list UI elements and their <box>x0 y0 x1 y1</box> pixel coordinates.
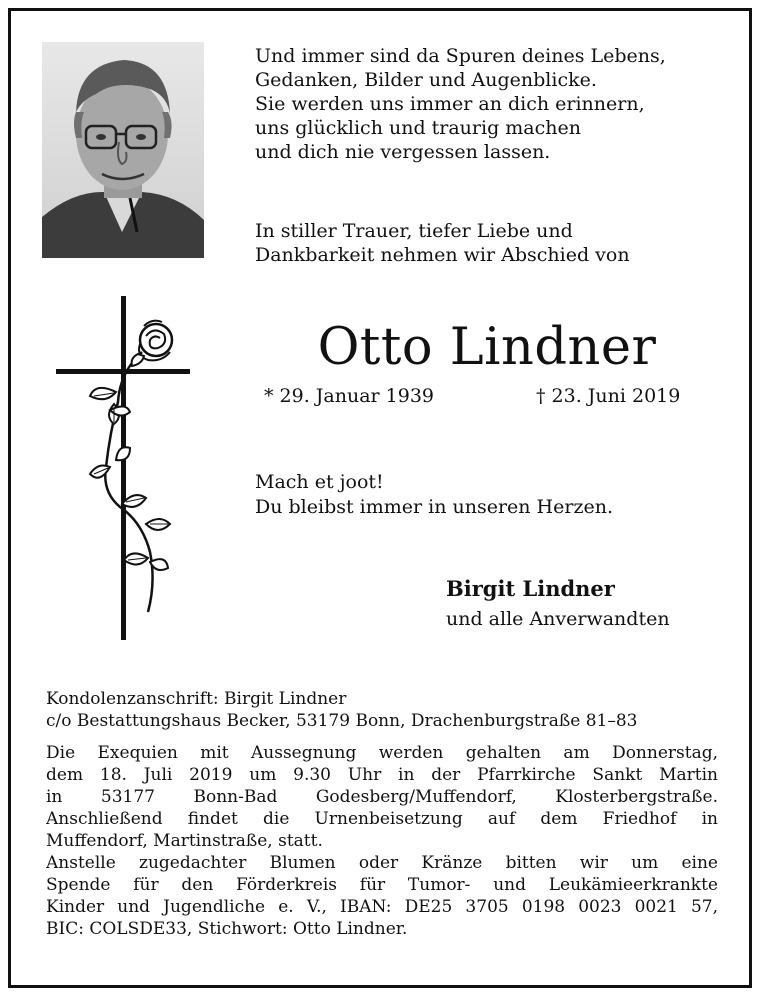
details-line: Anstelle zugedachter Blumen oder Kränze bitten wir um eine <box>46 853 718 873</box>
farewell-intro <box>255 219 630 267</box>
poem-line: Gedanken, Bilder und Augenblicke. <box>255 69 597 91</box>
death-date: † 23. Juni 2019 <box>536 385 681 407</box>
signer-name: Birgit Lindner <box>446 576 615 601</box>
poem-line: und dich nie vergessen lassen. <box>255 141 551 163</box>
details-line: Die Exequien mit Aussegnung werden gehalten am Donnerstag, <box>46 743 718 763</box>
portrait-photo <box>42 42 204 258</box>
life-dates <box>264 384 681 408</box>
poem-line: Sie werden uns immer an dich erinnern, <box>255 93 645 115</box>
poem <box>255 44 666 164</box>
intro-line: Dankbarkeit nehmen wir Abschied von <box>255 244 630 266</box>
details-line: in 53177 Bonn-Bad Godesberg/Muffendorf, Klosterbergstraße. <box>46 787 718 807</box>
motto-line: Du bleibst immer in unseren Herzen. <box>255 496 613 518</box>
details-line: dem 18. Juli 2019 um 9.30 Uhr in der Pfarrkirche Sankt Martin <box>46 765 718 785</box>
details-line: Spende für den Förderkreis für Tumor- und Leukämieerkrankte <box>46 875 718 895</box>
poem-line: Und immer sind da Spuren deines Lebens, <box>255 45 666 67</box>
deceased-name: Otto Lindner <box>317 318 657 377</box>
address-line: Kondolenzanschrift: Birgit Lindner <box>46 689 347 709</box>
signer-relatives: und alle Anverwandten <box>446 608 670 630</box>
poem-line: uns glücklich und traurig machen <box>255 117 581 139</box>
motto-line: Mach et joot! <box>255 471 384 493</box>
birth-date: * 29. Januar 1939 <box>264 385 435 407</box>
details-line: Kinder und Jugendliche e. V., IBAN: DE25 3705 0198 0023 0021 57, <box>46 897 718 917</box>
condolence-address <box>46 688 718 732</box>
motto <box>255 470 613 520</box>
details-line: BIC: COLSDE33, Stichwort: Otto Lindner. <box>46 919 408 939</box>
details-line: Anschließend findet die Urnenbeisetzung auf dem Friedhof in <box>46 809 718 829</box>
service-details <box>46 742 718 940</box>
details-line: Muffendorf, Martinstraße, statt. <box>46 831 323 851</box>
intro-line: In stiller Trauer, tiefer Liebe und <box>255 220 573 242</box>
address-line: c/o Bestattungshaus Becker, 53179 Bonn, Drachenburgstraße 81–83 <box>46 711 638 731</box>
